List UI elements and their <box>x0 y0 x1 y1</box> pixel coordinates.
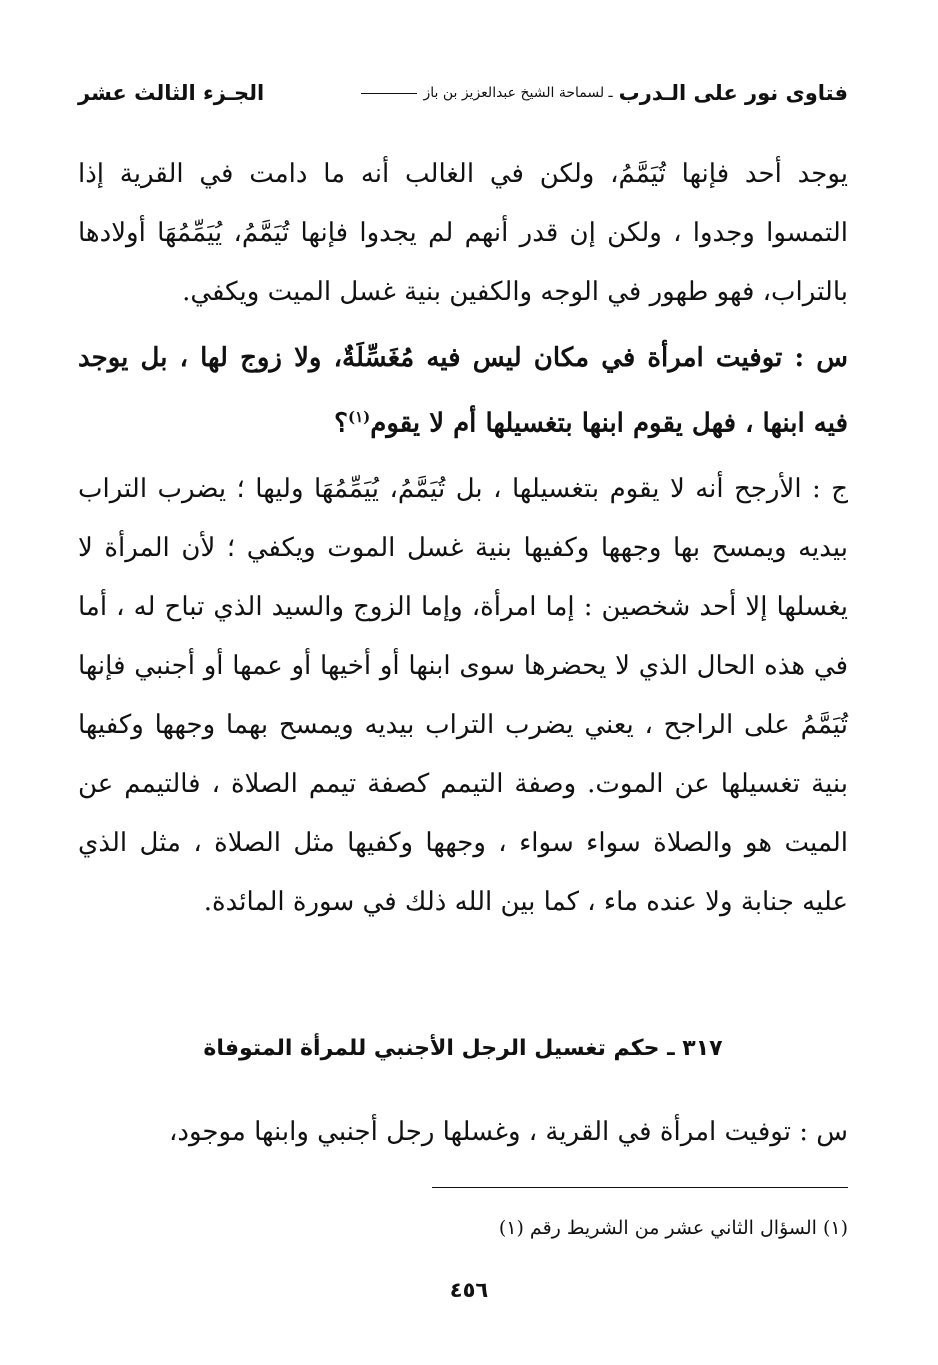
question-2: س : توفيت امرأة في القرية ، وغسلها رجل أجنبي وابنها موجود، <box>169 1117 848 1147</box>
running-header <box>78 70 848 116</box>
question-1-text: س : توفيت امرأة في مكان ليس فيه مُغَسِّلَةٌ، ولا زوج لها ، بل يوجد فيه ابنها ، فهل يقوم ابنها بتغسيلها أم لا يقوم <box>78 343 848 439</box>
volume-label: الجـزء الثالث عشر <box>78 81 265 105</box>
book-author: ـ لسماحة الشيخ عبدالعزيز بن باز <box>423 85 613 101</box>
page-number: ٤٥٦ <box>449 1278 489 1302</box>
footnote-marker: (١) <box>347 408 371 426</box>
section-heading: ٣١٧ ـ حكم تغسيل الرجل الأجنبي للمرأة المتوفاة <box>203 1036 723 1061</box>
question-mark: ؟ <box>334 408 348 439</box>
footnote: (١) السؤال الثاني عشر من الشريط رقم (١) <box>498 1217 848 1239</box>
paragraph-continuation: يوجد أحد فإنها تُيَمَّمُ، ولكن في الغالب أنه ما دامت في القرية إذا التمسوا وجدوا ، ولكن إن قدر أنهم لم يجدوا فإنها تُيَمَّمُ، يُيَمِّمُهَا أولادها بالتراب، فهو طهور في الوجه والكفين بنية غسل الميت ويكفي. <box>78 159 848 307</box>
header-separator-line <box>361 93 417 94</box>
question-1 <box>78 329 848 454</box>
answer-1: ج : الأرجح أنه لا يقوم بتغسيلها ، بل تُيَمَّمُ، يُيَمِّمُهَا وليها ؛ يضرب التراب بيديه ويمسح بها وجهها وكفيها بنية غسل الموت ويكفي ؛ لأن المرأة لا يغسلها إلا أحد شخصين : إما امرأة، وإما الزوج والسيد الذي تباح له ، أما في هذه الحال الذي لا يحضرها سوى ابنها أو أخيها أو عمها أو أجنبي فإنها تُيَمَّمُ على الراجح ، يعني يضرب التراب بيديه ويمسح بهما وجهها وكفيها بنية تغسيلها عن الموت. وصفة التيمم كصفة تيمم الصلاة ، فالتيمم عن الميت هو والصلاة سواء سواء ، وجهها وكفيها مثل الصلاة ، مثل الذي عليه جنابة ولا عنده ماء ، كما بين الله ذلك في سورة المائدة. <box>78 474 848 917</box>
footnote-divider <box>432 1187 848 1188</box>
book-title: فتاوى نور على الـدرب <box>618 81 848 105</box>
header-title-group <box>361 81 848 105</box>
